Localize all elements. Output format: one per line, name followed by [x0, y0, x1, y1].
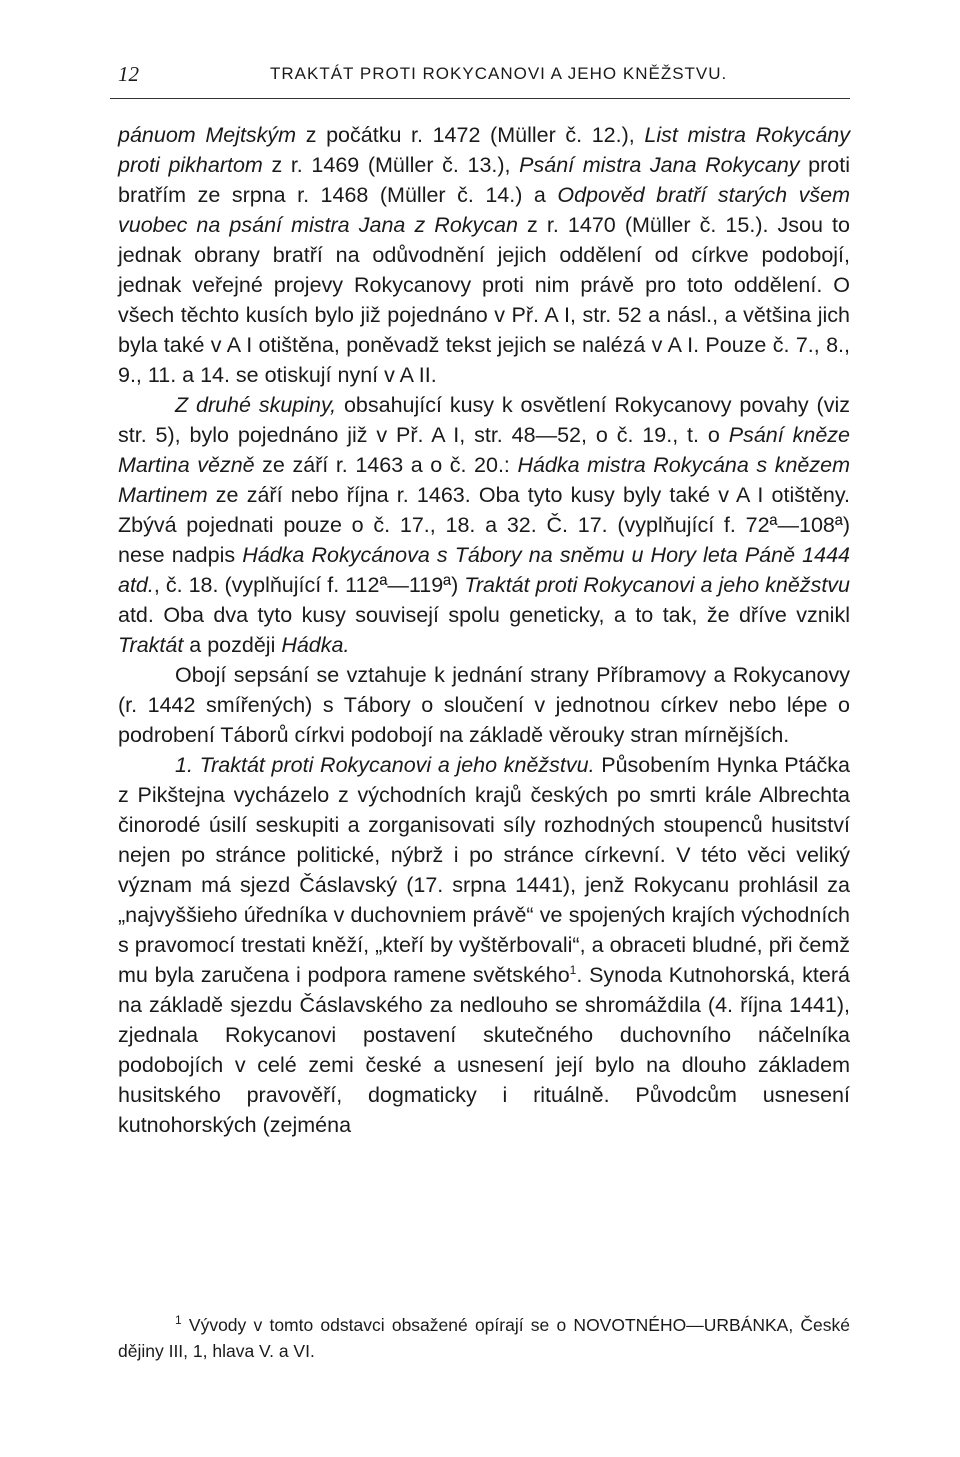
- text-span: ze září r. 1463 a o č. 20.:: [254, 453, 518, 477]
- running-header: [110, 62, 850, 99]
- italic-span: Z druhé skupiny,: [175, 393, 337, 417]
- paragraph-3: [118, 660, 850, 750]
- italic-span: 1. Traktát proti Rokycanovi a jeho kněžstvu.: [175, 753, 595, 777]
- text-span: z r. 1470 (Müller č. 15.). Jsou to jednak obrany bratří na odůvodnění jejich oddělení od církve podobojí, jednak veřejné projevy Rokycanovy proti nim právě pro toto oddělení. O všech těchto kusích bylo již pojednáno v Př. A I, str. 52 a násl., a většina jich byla také v A I otištěna, poněvadž tekst jejich se nalézá v A I. Pouze č. 7., 8., 9., 11. a 14. se otiskují nyní v A II.: [118, 213, 850, 387]
- italic-span: Hádka.: [281, 633, 350, 657]
- italic-span: Traktát proti Rokycanovi a jeho kněžstvu: [464, 573, 850, 597]
- paragraph-1: [118, 120, 850, 390]
- text-span: ze září nebo října r. 1463. Oba tyto kusy byly také v A I otištěny. Zbývá pojednati pouze o č. 17., 18. a 32. Č. 17. (vyplňující f. 72ª—108ª) nese nadpis: [118, 483, 850, 567]
- text-span: z r. 1469 (Müller č. 13.),: [262, 153, 520, 177]
- italic-span: Psání mistra Jana Rokycany: [519, 153, 800, 177]
- paragraph-2: [118, 390, 850, 660]
- italic-span: Hádka Rokycánova s Tábory na sněmu u Hory leta Páně 1444 atd.: [118, 543, 850, 597]
- italic-span: Odpověd bratří starých všem vuobec na psání mistra Jana z Rokycan: [118, 183, 850, 237]
- italic-span: Traktát: [118, 633, 184, 657]
- footnote-body: Vývody v tomto odstavci obsažené opírají se o NOVOTNÉHO—URBÁNKA, České dějiny III, 1, hlava V. a VI.: [118, 1315, 850, 1361]
- italic-span: Psání kněze Martina vězně: [118, 423, 850, 477]
- text-span: atd. Oba dva tyto kusy souvisejí spolu geneticky, a to tak, že dříve vznikl: [118, 603, 850, 627]
- text-span: , č. 18. (vyplňující f. 112ª—119ª): [153, 573, 465, 597]
- text-span: obsahující kusy k osvětlení Rokycanovy povahy (viz str. 5), bylo pojednáno již v Př. A I, str. 48—52, o č. 19., t. o: [118, 393, 850, 447]
- running-title: TRAKTÁT PROTI ROKYCANOVI A JEHO KNĚŽSTVU.: [270, 64, 728, 83]
- page-number: 12: [118, 62, 139, 86]
- text-span: a později: [183, 633, 282, 657]
- body-text: [118, 120, 850, 1140]
- paragraph-4: [118, 750, 850, 1140]
- italic-span: Hádka mistra Rokycána s knězem Martinem: [118, 453, 850, 507]
- text-span: Obojí sepsání se vztahuje k jednání strany Příbramovy a Rokycanovy (r. 1442 smířených) s Tábory o sloučení v jednotnou církev nebo lépe o podrobení Táborů církvi podobojí na základě věrouky stran mírnějších.: [118, 663, 850, 747]
- italic-span: pánuom Mejtským: [118, 123, 297, 147]
- italic-span: List mistra Rokycány proti pikhartom: [118, 123, 850, 177]
- text-span: Působením Hynka Ptáčka z Pikštejna vycházelo z východních krajů českých po smrti krále Albrechta činorodé úsilí seskupiti a zorganisovati síly rozhodných stoupenců husitství nejen po stránce politické, nýbrž i po stránce církevní. V této věci veliký význam má sjezd Čáslavský (17. srpna 1441), jenž Rokycanu prohlásil za „najvyššieho úředníka v duchovniem právě“ ve spojených krajích východních s pravomocí trestati kněží, „kteří by vyštěrbovali“, a obraceti bludné, při čemž mu byla zaručena i podpora ramene světského: [118, 753, 850, 987]
- text-span: . Synoda Kutnohorská, která na základě sjezdu Čáslavského za nedlouho se shromáždila (4. října 1441), zjednala Rokycanovi postavení skutečného duchovního náčelníka podobojích v celé zemi české a usnesení její bylo na dlouho základem husitského pravověří, dogmaticky i rituálně. Původcům usnesení kutnohorských (zejména: [118, 963, 850, 1137]
- footnote-mark: 1: [175, 1313, 182, 1328]
- text-span: z počátku r. 1472 (Müller č. 12.),: [296, 123, 645, 147]
- footnote-text: [118, 1312, 850, 1364]
- footnote: [118, 1312, 850, 1364]
- text-span: proti bratřím ze srpna r. 1468 (Müller č. 14.) a: [118, 153, 850, 207]
- footnote-reference: 1: [569, 962, 577, 977]
